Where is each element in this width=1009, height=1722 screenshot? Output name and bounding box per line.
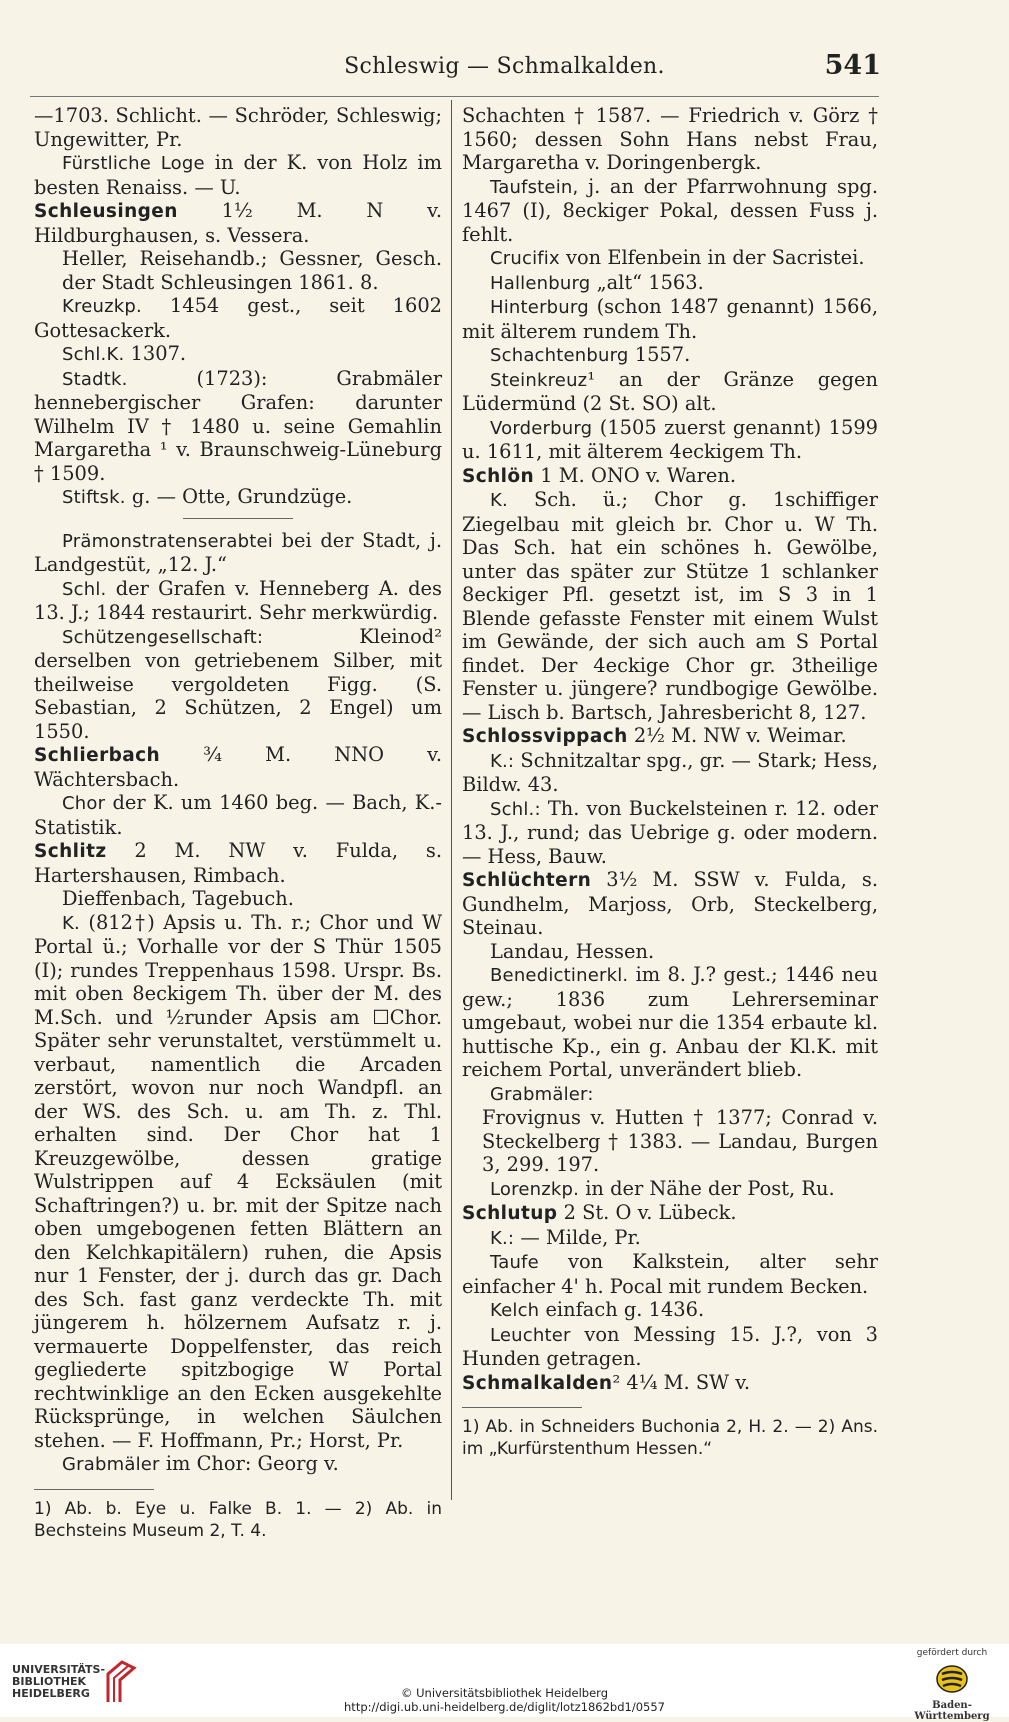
entry-paragraph [462,868,878,940]
entry-paragraph [462,1371,878,1396]
entry-paragraph [34,151,442,199]
entry-text: —1703. Schlicht. — Schröder, Schleswig; Ungewitter, Pr. [34,104,442,151]
entry-paragraph [34,294,442,342]
entry-paragraph [462,1201,878,1226]
running-head [0,50,1009,86]
entry-paragraph [462,271,878,296]
entry-paragraph [462,724,878,749]
entry-paragraph [34,485,442,510]
entry-text: Dieffenbach, Tagebuch. [62,887,294,910]
entry-paragraph [462,797,878,869]
entry-paragraph [462,1082,878,1107]
subject-label: Schl. [62,578,107,600]
entry-text: Th. von Buckelsteinen r. 12. oder 13. J., rund; das Uebrige g. oder modern. — Hess, Bauw. [462,796,878,868]
entry-paragraph [34,577,442,625]
entry-text: Sch. ü.; Chor g. 1schiffiger Ziegelbau mit gleich br. Chor u. W Th. Das Sch. hat ein schönes h. Gewölbe, unter das später zur Stütze 1 schlanker 8eckiger Pfl. gesetzt ist, im S 3 in 1 Blende gefasste Fenster mit einem Wulst im Gewände, der sich auch am S Portal findet. Der 4eckige Chor gr. 3theilige Fenster u. jüngere? rundbogige Gewölbe. — Lisch b. Bartsch, Jahresbericht 8, 127. [462,488,878,724]
entry-paragraph [462,175,878,247]
subject-label: Schachtenburg [490,345,629,366]
permalink[interactable]: http://digi.ub.uni-heidelberg.de/diglit/lotz1862bd1/0557 [344,1700,665,1714]
entry-text: ¾ M. NNO v. Wächtersbach. [34,743,442,791]
entry-paragraph [34,1452,442,1477]
entry-text: einfach g. 1436. [539,1298,705,1321]
subject-label: K. [62,912,80,934]
page-title: Schleswig — Schmalkalden. [344,54,665,79]
entry-paragraph [462,749,878,797]
copyright-text: © Universitätsbibliothek Heidelberg [400,1686,608,1700]
entry-paragraph [34,104,442,151]
header-rule [30,96,879,97]
entry-paragraph [34,839,442,887]
sponsor-logo[interactable] [907,1648,997,1722]
entry-paragraph [34,791,442,839]
entry-paragraph [462,1106,878,1177]
entry-paragraph [462,416,878,464]
subject-label: Schl.K. [62,344,125,365]
footer-credits [0,1686,1009,1714]
entry-text: 1454 gest., seit 1602 Gottesackerk. [34,294,442,342]
entry-text: 1557. [628,343,691,366]
entry-paragraph [34,199,442,247]
entry-text: ² 4¼ M. SW v. [612,1370,751,1394]
library-name-line2: BIBLIOTHEK [12,1675,87,1688]
entry-text: im 8. J.? gest.; 1446 neu gew.; 1836 zum Lehrerseminar umgebaut, wobei nur die 1354 erbaute kl. huttische Kp., ein g. Anbau der Kl.K. mit reichem Portal, unverändert blieb. [462,963,878,1081]
entry-text: 2 St. O v. Lübeck. [557,1201,737,1224]
coat-of-arms-icon [935,1662,969,1696]
entry-paragraph [34,247,442,294]
entry-paragraph [34,887,442,911]
subject-label: Kelch [490,1300,540,1321]
entry-paragraph [34,342,442,367]
footnote-rule [462,1407,582,1408]
footnote: 1) Ab. b. Eye u. Falke B. 1. — 2) Ab. in Bechsteins Museum 2, T. 4. [34,1498,442,1541]
entry-text: der K. um 1460 beg. — Bach, K.-Statistik. [34,791,442,839]
entry-paragraph [462,343,878,368]
entry-text: von Elfenbein in der Sacristei. [559,246,865,269]
subject-label: Schützengesellschaft: [62,626,264,648]
sponsor-name: Baden-Württemberg [914,1700,990,1722]
entry-text: Schnitzaltar spg., gr. — Stark; Hess, Bildw. 43. [462,748,878,796]
entry-text: (1505 zuerst genannt) 1599 u. 1611, mit älterem 4eckigem Th. [462,415,878,463]
entry-text: g. — Otte, Grundzüge. [125,485,353,508]
entry-text: Kleinod² derselben von getriebenem Silber, mit theilweise vergoldeten Figg. (S. Sebastian, 2 Schützen, 2 Engel) um 1550. [34,624,442,743]
entry-paragraph [462,104,878,175]
right-column [462,104,878,1460]
footnote-rule [34,1489,154,1490]
place-heading: Schlüchtern [462,870,592,891]
entry-text: Landau, Hessen. [490,939,655,963]
entry-paragraph [462,246,878,271]
entry-text: im Chor: Georg v. [159,1452,339,1475]
entry-text: von Kalkstein, alter sehr einfacher 4' h. Pocal mit rundem Becken. [462,1250,878,1298]
entry-text: bei der Stadt, j. Landgestüt, „12. J.“ [34,528,442,576]
place-heading: Schlossvippach [462,726,628,747]
subject-label: Chor [62,793,106,814]
entry-paragraph [462,1323,878,1371]
subject-label: Hallenburg [490,272,591,294]
place-heading: Schleusingen [34,201,178,222]
subject-label: Crucifix [490,248,560,269]
entry-paragraph [462,464,878,489]
subject-label: K.: [490,1227,515,1249]
entry-paragraph [34,529,442,577]
subject-label: Grabmäler: [490,1083,594,1105]
subject-label: Stiftsk. [62,487,126,508]
subject-label: Fürstliche Loge [62,153,205,174]
entry-paragraph [462,1177,878,1202]
place-heading: Schlierbach [34,745,161,766]
entry-paragraph [34,743,442,791]
entry-paragraph [34,911,442,1453]
entry-paragraph [462,1226,878,1251]
subject-label: Vorderburg [490,417,593,439]
entry-text: von Messing 15. J.?, von 3 Hunden getragen. [462,1322,878,1370]
subject-label: Kreuzkp. [62,296,142,317]
entry-text: Schachten † 1587. — Friedrich v. Görz † 1560; dessen Sohn Hans nebst Frau, Margaretha v. Doringenbergk. [462,104,878,174]
entry-text: 1307. [124,342,187,365]
entry-text: Heller, Reisehandb.; Gessner, Gesch. der Stadt Schleusingen 1861. 8. [62,247,442,294]
entry-text: 1½ M. N v. Hildburghausen, s. Vessera. [34,199,442,247]
subject-label: Schl.: [490,798,541,820]
column-divider [451,100,452,1500]
entry-paragraph [462,1250,878,1298]
entry-text: (schon 1487 genannt) 1566, mit älterem rundem Th. [462,295,878,343]
entry-text: in der K. von Holz im besten Renaiss. — U. [34,151,442,199]
subject-label: K. [490,490,508,511]
entry-text: Frovignus v. Hutten † 1377; Conrad v. Steckelberg † 1383. — Landau, Burgen 3, 299. 197. [482,1106,878,1176]
place-heading: Schlutup [462,1203,558,1224]
entry-paragraph [462,940,878,964]
entry-text: (1723): Grabmäler hennebergischer Grafen: darunter Wilhelm IV † 1480 u. seine Gemahlin Margaretha ¹ v. Braunschweig-Lüneburg † 1509. [34,366,442,485]
sponsor-label: gefördert durch [916,1648,988,1658]
entry-text: der Grafen v. Henneberg A. des 13. J.; 1844 restaurirt. Sehr merkwürdig. [34,576,442,624]
entry-text: 2 M. NW v. Fulda, s. Hartershausen, Rimbach. [34,839,442,887]
subject-label: Taufe [490,1252,539,1273]
place-heading: Schmalkalden [462,1372,613,1394]
subject-label: Grabmäler [62,1454,160,1475]
entry-text: j. an der Pfarrwohnung spg. 1467 (I), 8eckiger Pokal, dessen Fuss j. fehlt. [462,174,878,246]
library-name-line3: HEIDELBERG [12,1687,90,1700]
entry-paragraph [34,367,442,486]
entry-text: „alt“ 1563. [590,270,704,294]
subject-label: Taufstein, [490,176,579,198]
entry-text: 2½ M. NW v. Weimar. [627,724,847,747]
entry-paragraph [462,963,878,1082]
entry-paragraph [462,1298,878,1323]
place-heading: Schlitz [34,841,107,862]
entry-paragraph [462,295,878,343]
entry-paragraph [462,368,878,416]
entry-text: — Milde, Pr. [514,1225,641,1249]
entry-text: 1 M. ONO v. Waren. [534,463,737,487]
page-number: 541 [824,50,881,81]
section-rule [183,518,293,519]
entry-paragraph [462,488,878,724]
entry-paragraph [34,625,442,744]
entry-text: ¹ an der Gränze gegen Lüdermünd (2 St. SO) alt. [462,367,878,415]
library-name-line1: UNIVERSITÄTS- [12,1663,106,1676]
entry-text: in der Nähe der Post, Ru. [579,1176,835,1200]
left-column [34,104,442,1542]
place-heading: Schlön [462,465,535,487]
entry-text: 3½ M. SSW v. Fulda, s. Gundhelm, Marjoss, Orb, Steckelberg, Steinau. [462,868,878,939]
entry-text: (812†) Apsis u. Th. r.; Chor und W Portal ü.; Vorhalle vor der S Thür 1505 (I); rundes Treppenhaus 1598. Urspr. Bs. mit oben 8eckigem Th. über der M. des M.Sch. und ½runder Apsis am ☐Chor. Später sehr verunstaltet, verstümmelt u. verbaut, namentlich die Arcaden zerstört, wovon nur noch Wandpfl. an der WS. des Sch. u. am Th. z. Thl. erhalten sind. Der Chor hat 1 Kreuzgewölbe, dessen gratige Wulstrippen auf 4 Ecksäulen (mit Schaftringen?) u. br. mit der Spitze nach oben umgebogenen fetten Blättern an den Kelchkapitälern) ruhen, die Apsis nur 1 Fenster, der j. durch das gr. Dach des Sch. fast ganz verdeckte Th. mit jüngerem h. hölzernem Aufsatz r. j. vermauerte Doppelfenster, das reich gegliederte spitzbogige W Portal rechtwinklige an den Ecken ausgekehlte Rücksprünge, in welchen Säulchen stehen. — F. Hoffmann, Pr.; Horst, Pr. [34,910,442,1452]
footer-bar [0,1644,1009,1722]
subject-label: Benedictinerkl. [490,965,629,986]
subject-label: Steinkreuz [490,369,588,391]
subject-label: Leuchter [490,1324,571,1346]
subject-label: Stadtk. [62,368,128,390]
subject-label: Lorenzkp. [490,1178,580,1200]
footnote: 1) Ab. in Schneiders Buchonia 2, H. 2. — 2) Ans. im „Kurfürstenthum Hessen.“ [462,1417,878,1459]
subject-label: Hinterburg [490,297,589,318]
subject-label: Prämonstratenserabtei [62,530,273,552]
subject-label: K.: [490,750,515,772]
